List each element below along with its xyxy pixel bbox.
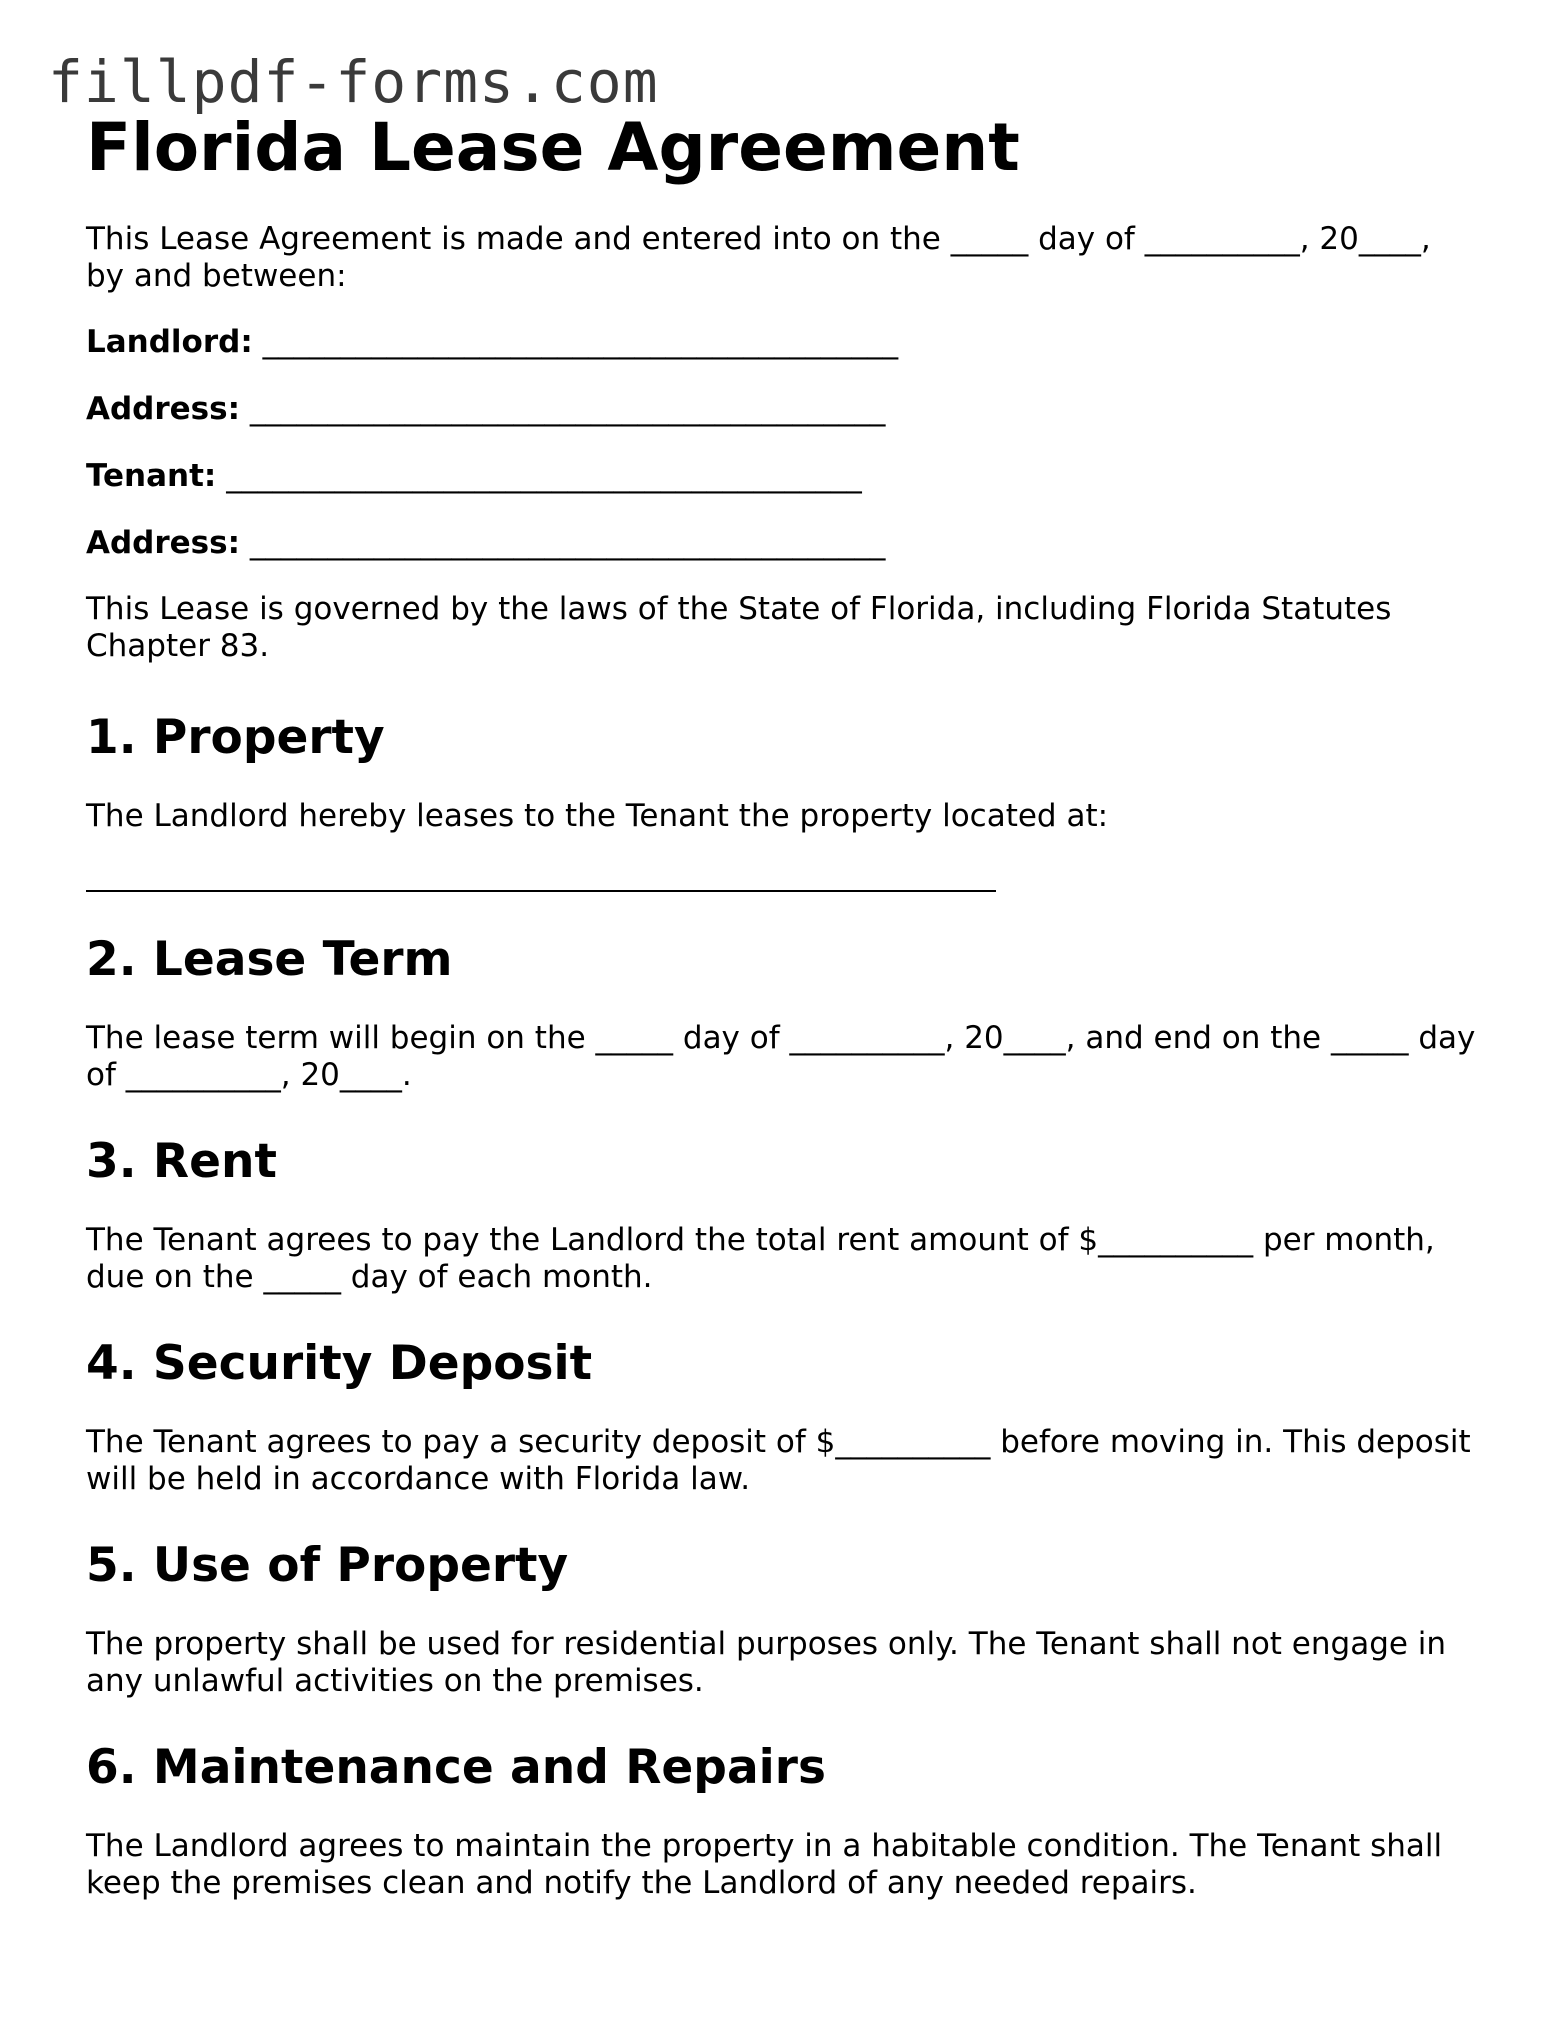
- section-heading-property: 1. Property: [86, 710, 385, 765]
- tenant-label: Tenant:: [86, 458, 217, 494]
- section-heading-maintenance: 6. Maintenance and Repairs: [86, 1740, 826, 1795]
- tenant-field[interactable]: _________________________________________: [226, 458, 862, 494]
- section-heading-lease-term: 2. Lease Term: [86, 932, 453, 987]
- section-heading-rent: 3. Rent: [86, 1134, 277, 1189]
- lease-document: [86, 108, 1476, 1902]
- intro-paragraph: This Lease Agreement is made and entered into on the _____ day of __________, 20____, by and between:: [86, 221, 1431, 294]
- watermark-text: fillpdf-forms.com: [48, 48, 659, 116]
- tenant-address-label: Address:: [86, 525, 240, 561]
- tenant-line: [86, 458, 1476, 495]
- landlord-address-label: Address:: [86, 391, 240, 427]
- section-heading-use-of-property: 5. Use of Property: [86, 1538, 569, 1593]
- landlord-field[interactable]: _________________________________________: [262, 324, 899, 360]
- landlord-address-field[interactable]: _________________________________________: [249, 391, 886, 427]
- tenant-address-line: [86, 525, 1476, 562]
- section-body-security-deposit: The Tenant agrees to pay a security deposit of $__________ before moving in. This deposit will be held in accordance with Florida law.: [86, 1424, 1471, 1497]
- section-body-use-of-property: The property shall be used for residential purposes only. The Tenant shall not engage in any unlawful activities on the premises.: [86, 1626, 1447, 1699]
- governing-law-paragraph: This Lease is governed by the laws of the State of Florida, including Florida Statutes Chapter 83.: [86, 591, 1392, 664]
- section-body-rent: The Tenant agrees to pay the Landlord the total rent amount of $__________ per month, due on the _____ day of each month.: [86, 1222, 1435, 1295]
- section-heading-security-deposit: 4. Security Deposit: [86, 1336, 593, 1391]
- landlord-address-line: [86, 391, 1476, 428]
- landlord-label: Landlord:: [86, 324, 253, 360]
- parties-block: [86, 324, 1476, 562]
- landlord-line: [86, 324, 1476, 361]
- section-body-maintenance: The Landlord agrees to maintain the property in a habitable condition. The Tenant shall keep the premises clean and notify the Landlord of any needed repairs.: [86, 1828, 1443, 1901]
- section-body-property: The Landlord hereby leases to the Tenant the property located at:: [86, 798, 1109, 834]
- section-body-lease-term: The lease term will begin on the _____ day of __________, 20____, and end on the _____ day of __________, 20____.: [86, 1020, 1476, 1093]
- tenant-address-field[interactable]: _________________________________________: [249, 525, 886, 561]
- property-address-field[interactable]: [86, 890, 996, 892]
- document-title: Florida Lease Agreement: [86, 109, 1020, 186]
